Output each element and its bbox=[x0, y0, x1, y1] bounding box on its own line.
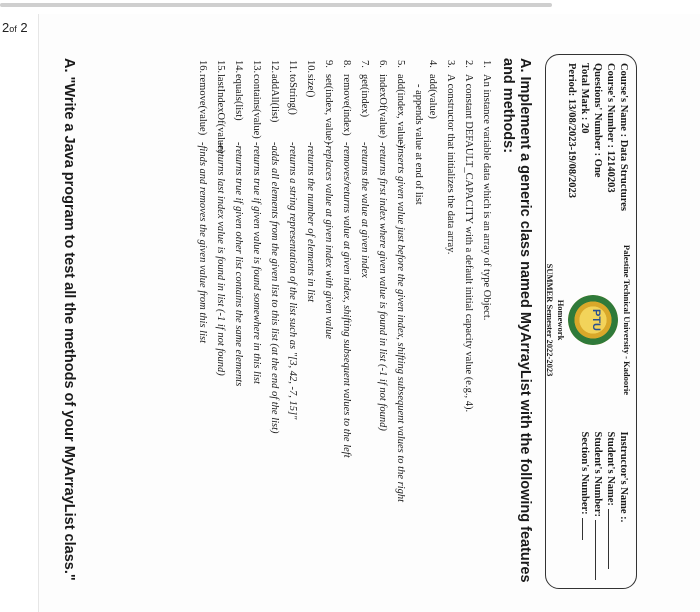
page-total: 2 bbox=[20, 20, 28, 35]
student-number-blank bbox=[595, 520, 596, 580]
student-name-blank bbox=[608, 509, 609, 569]
list-item: 8. remove(index) -removes/returns value at given index, shifting subsequent values to the left bbox=[341, 60, 353, 458]
page-counter bbox=[2, 20, 28, 35]
list-item: 3. A constructor that initializes the data array. bbox=[445, 60, 456, 255]
list-item: 6. indexOf(value) -returns first index where given value is found in list (-1 if not found) bbox=[377, 60, 389, 431]
list-sub-item: - appends value at end of list bbox=[413, 84, 425, 205]
list-item: 1. An instance variable data which is an array of type Object. bbox=[481, 60, 492, 321]
instructor-name-label: Instructor's Name :. bbox=[618, 431, 629, 523]
list-item: 2. A constant DEFAULT_CAPACITY with a default initial capacity value (e.g., 4). bbox=[463, 60, 474, 413]
logo-text: PTU bbox=[590, 309, 602, 331]
list-item: 15. lastIndexOf(value) -returns last index value is found in list (-1 if not found) bbox=[215, 60, 227, 376]
semester: SUMMER Semester 2022-2023 bbox=[545, 263, 555, 377]
list-item: 14. equals(list) -returns true if given other list contains the same elements bbox=[233, 60, 245, 387]
period: Period: 13/08/2023-19/08/2023 bbox=[566, 63, 577, 199]
document-page bbox=[38, 14, 700, 612]
course-number: Course's Number : 12140203 bbox=[605, 63, 616, 193]
course-info bbox=[565, 63, 630, 211]
section-b-title: A. "Write a Java program to test all the methods of your MyArrayList class." bbox=[61, 58, 77, 581]
requirements-list bbox=[191, 60, 493, 590]
scroll-progress-bar[interactable] bbox=[0, 3, 552, 7]
course-name: Course's Name : Data Structures bbox=[618, 63, 629, 211]
questions-number: Questions' Number : One bbox=[592, 63, 603, 178]
page-of-label: of bbox=[9, 24, 17, 34]
rotated-page-content bbox=[17, 54, 637, 589]
list-item: 5. add(index, value) -inserts given value just before the given index, shifting subsequent values to the right bbox=[395, 60, 407, 503]
document-type: Homework bbox=[556, 299, 566, 341]
total-mark: Total Mark : 20 bbox=[579, 63, 590, 134]
document-header bbox=[545, 54, 637, 589]
list-item: 9. set(index, value) -replaces value at given index with given value bbox=[323, 60, 335, 339]
list-item: 10. size() -returns the number of elements in list bbox=[305, 60, 317, 303]
student-info bbox=[578, 432, 630, 580]
section-a-title: A. Implement a generic class named MyArrayList with the following features and methods: bbox=[500, 58, 533, 583]
student-number-label: Student's Number: bbox=[591, 432, 604, 580]
list-item: 7. get(index) -returns the value at given index bbox=[359, 60, 371, 278]
student-name-label: Student's Name: bbox=[604, 432, 617, 580]
section-number-label: Section's Number: bbox=[578, 432, 591, 580]
university-name: Palestine Technical University - Kadoorie bbox=[622, 244, 632, 396]
viewer-toolbar bbox=[0, 0, 700, 14]
list-item: 11. toString() -returns a string representation of the list such as "[3, 42, -7, 15]" bbox=[287, 60, 299, 420]
university-block bbox=[544, 205, 632, 435]
list-item: 4. add(value) bbox=[427, 60, 438, 119]
university-logo-icon bbox=[568, 295, 618, 345]
section-number-blank bbox=[582, 518, 583, 540]
list-item: 16. remove(value) -finds and removes the given value from this list bbox=[197, 60, 209, 344]
list-item: 12. addAll(list) -adds all elements from the given list to this list (at the end of the list) bbox=[269, 60, 281, 434]
page-current: 2 bbox=[2, 20, 10, 35]
list-item: 13. contains(value) -returns true if given value is found somewhere in this list bbox=[251, 60, 263, 384]
